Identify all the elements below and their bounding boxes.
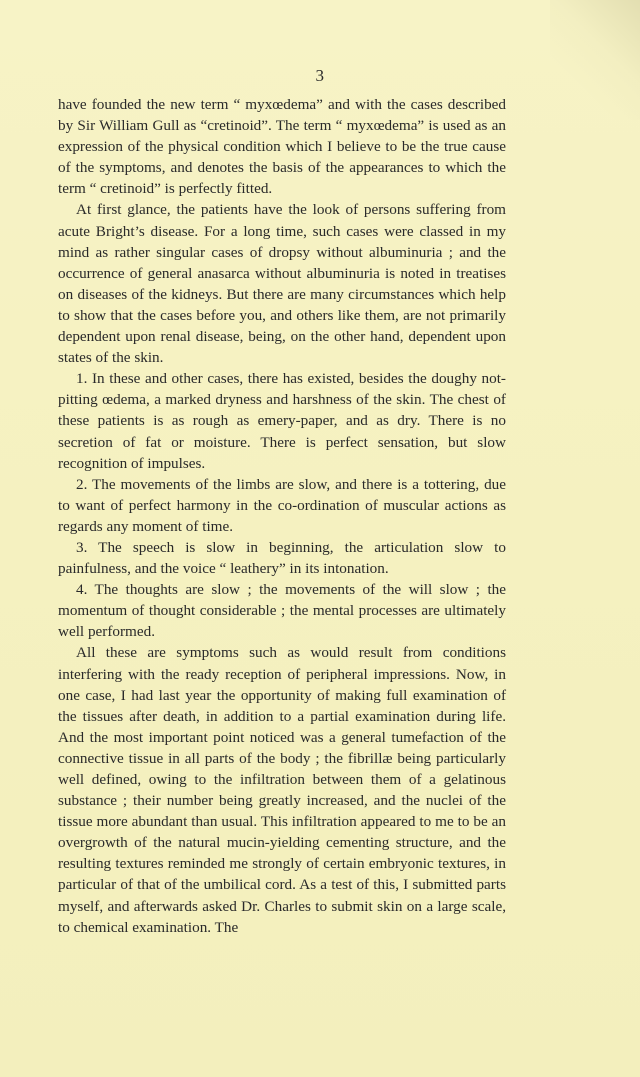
- paragraph-continuation: have founded the new term “ myxœdema” and with the cases described by Sir William Gull as “cretinoid”. The term “ myxœdema” is used as an expression of the physical condition which I believe to be the true cause of the symptoms, and denotes the basis of the appearances to which the term “ cretinoid” is perfectly fitted.: [58, 96, 506, 198]
- page-fold-shadow: [550, 0, 640, 120]
- paragraph-point-3: 3. The speech is slow in beginning, the articulation slow to painfulness, and the voice “ leathery” in its intonation.: [58, 538, 506, 578]
- paragraph-symptoms: All these are symptoms such as would result from conditions interfering with the ready reception of peripheral impressions. Now, in one case, I had last year the opportunity of making full examination of the tissues after death, in addition to a partial examination during life. And the most important point noticed was a general tumefaction of the connective tissue in all parts of the body ; the fibrillæ being particularly well defined, owing to the infiltration between them of a gelatinous substance ; their number being greatly increased, and the nuclei of the tissue more abundant than usual. This infiltration appeared to me to be an overgrowth of the natural mucin-yielding cementing structure, and the resulting textures reminded me strongly of certain embryonic textures, in particular of that of the umbilical cord. As a test of this, I submitted parts myself, and afterwards asked Dr. Charles to submit skin on a large scale, to chemical examination. The: [58, 644, 506, 936]
- page-number: 3: [315, 66, 325, 85]
- paragraph-first-glance: At first glance, the patients have the look of persons suffering from acute Bright’s disease. For a long time, such cases were classed in my mind as rather singular cases of dropsy without albuminuria ; and the occurrence of general anasarca without albuminuria is noted in treatises on diseases of the kidneys. But there are many circumstances which help to show that the cases before you, and others like them, are not primarily dependent upon renal disease, being, on the other hand, dependent upon states of the skin.: [58, 201, 506, 367]
- paragraph-point-4: 4. The thoughts are slow ; the movements of the will slow ; the momentum of thought considerable ; the mental processes are ultimately well performed.: [58, 581, 506, 641]
- body-text: [58, 94, 506, 938]
- paragraph-point-2: 2. The movements of the limbs are slow, and there is a tottering, due to want of perfect harmony in the co-ordination of muscular actions as regards any moment of time.: [58, 475, 506, 535]
- paragraph-point-1: 1. In these and other cases, there has existed, besides the doughy not-pitting œdema, a marked dryness and harshness of the skin. The chest of these patients is as rough as emery-paper, and as dry. There is no secretion of fat or moisture. There is perfect sensation, but slow recognition of impulses.: [58, 370, 506, 472]
